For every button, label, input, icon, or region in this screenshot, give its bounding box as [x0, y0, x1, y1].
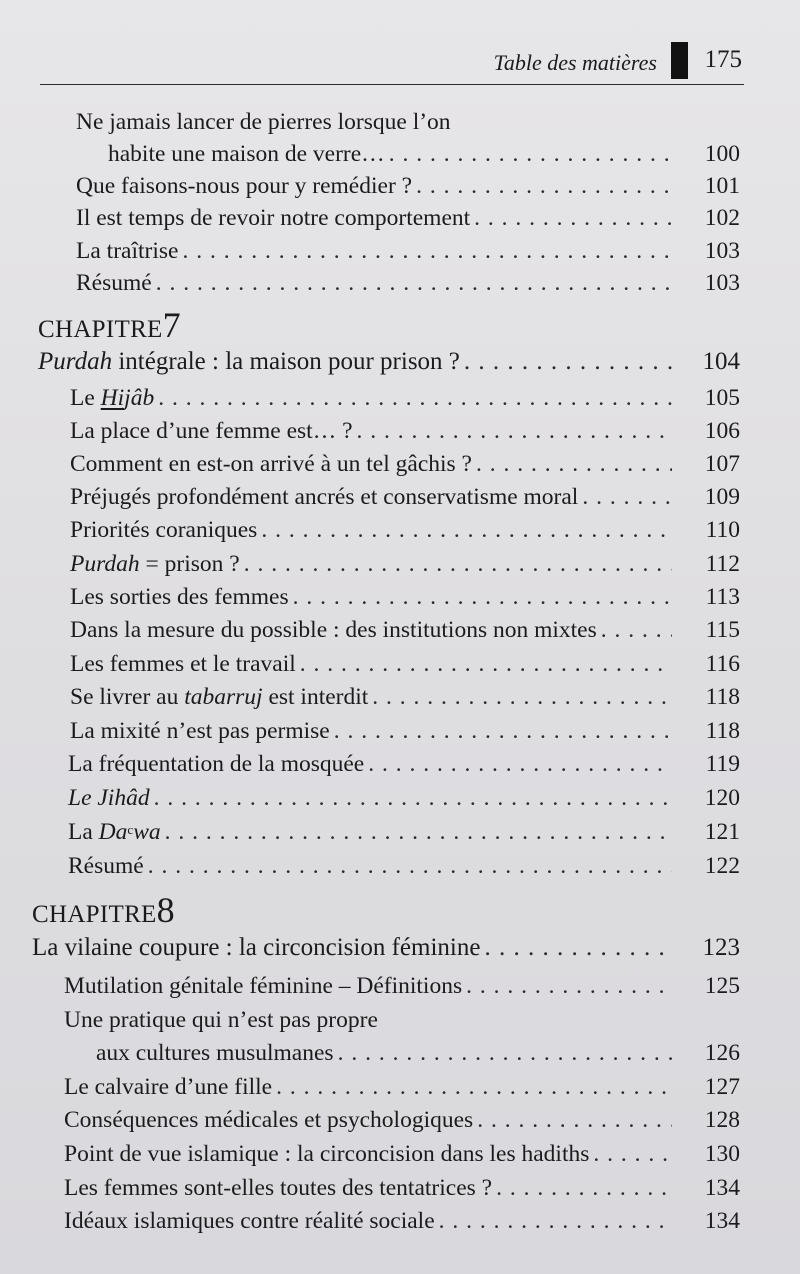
- toc-entry: [64, 1139, 740, 1169]
- toc-page-number: 126: [704, 1040, 740, 1066]
- toc-entry: [64, 1072, 740, 1102]
- toc-entry: [70, 716, 740, 746]
- chapter-title: La vilaine coupure : la circoncision féminine: [32, 934, 481, 961]
- toc-entry-title: La traîtrise: [76, 238, 179, 264]
- toc-entry: [70, 416, 740, 446]
- toc-entry-line1: Ne jamais lancer de pierres lorsque l’on: [76, 109, 451, 135]
- toc-page-number: 116: [705, 651, 740, 677]
- toc-page-number: 134: [704, 1208, 740, 1234]
- toc-entry-title: Les femmes et le travail: [70, 651, 296, 677]
- toc-entry-title: Résumé: [76, 270, 152, 296]
- leader-dots: [601, 615, 672, 645]
- toc-entry-title: La fréquentation de la mosquée: [68, 751, 365, 777]
- leader-dots: [368, 749, 672, 779]
- leader-dots: [593, 1139, 672, 1169]
- toc-entry: [70, 383, 740, 413]
- toc-entry-title: habite une maison de verre…: [108, 141, 385, 167]
- toc-page-number: 115: [705, 617, 740, 643]
- leader-dots: [244, 549, 672, 579]
- toc-entry: [70, 649, 740, 679]
- toc-entry-title: La place d’une femme est… ?: [70, 418, 353, 444]
- toc-entry-title: Conséquences médicales et psychologiques: [64, 1107, 474, 1133]
- chapter-title-entry: [38, 347, 740, 377]
- leader-dots: [476, 449, 672, 479]
- leader-dots: [464, 347, 672, 377]
- toc-entry: [64, 971, 740, 1001]
- toc-entry-title: [70, 383, 154, 413]
- leader-dots: [466, 971, 672, 1001]
- toc-page-number: 110: [705, 517, 740, 543]
- chapter-title: [38, 347, 460, 377]
- leader-dots: [439, 1206, 672, 1236]
- toc-page-number: 102: [704, 205, 740, 231]
- toc-entry: [68, 783, 740, 813]
- toc-entry-title: Les sorties des femmes: [70, 584, 289, 610]
- chapter-number: 8: [156, 890, 175, 930]
- toc-entry-title: Les femmes sont-elles toutes des tentatrices ?: [64, 1175, 493, 1201]
- toc-entry-title: aux cultures musulmanes: [96, 1040, 334, 1066]
- leader-dots: [154, 783, 672, 813]
- header-title: Table des matières: [493, 50, 657, 75]
- toc-entry-title: Préjugés profondément ancrés et conservatisme moral: [70, 484, 579, 510]
- leader-dots: [389, 139, 672, 169]
- dawa-wa: wa: [133, 819, 161, 845]
- leader-dots: [276, 1072, 672, 1102]
- toc-page-number: 120: [704, 785, 740, 811]
- chapter-word: CHAPITRE: [32, 901, 157, 928]
- leader-dots: [156, 268, 672, 298]
- toc-entry: [70, 682, 740, 712]
- toc-page-number: 106: [704, 418, 740, 444]
- toc-page-number: 119: [705, 751, 740, 777]
- toc-entry-title: Le Jihâd: [68, 785, 150, 811]
- toc-entry: [68, 817, 740, 847]
- leader-dots: [182, 236, 672, 266]
- running-header: [40, 40, 742, 82]
- toc-entry: [70, 515, 740, 545]
- tabarruj-pre: Se livrer au: [70, 684, 185, 710]
- leader-dots: [484, 933, 672, 963]
- toc-page-number: 103: [704, 238, 740, 264]
- toc-page-number: 100: [704, 141, 740, 167]
- tabarruj-italic: tabarruj: [184, 684, 263, 710]
- hijab-underlined: Hi: [100, 385, 125, 411]
- toc-page-number: 134: [704, 1175, 740, 1201]
- toc-page-number: 105: [704, 385, 740, 411]
- toc-entry: [68, 749, 740, 779]
- toc-page-number: 118: [705, 718, 740, 744]
- toc-entry: [70, 482, 740, 512]
- toc-entry: [70, 615, 740, 645]
- chapter-word: CHAPITRE: [38, 316, 163, 343]
- chapter-title-rest: intégrale : la maison pour prison ?: [112, 348, 460, 375]
- header-rule: [40, 84, 744, 85]
- purdah-rest: = prison ?: [139, 551, 240, 577]
- toc-page-number: 113: [705, 584, 740, 610]
- toc-entry-title: Résumé: [68, 853, 144, 879]
- leader-dots: [372, 682, 672, 712]
- toc-entry-title: Priorités coraniques: [70, 517, 258, 543]
- leader-dots: [148, 851, 672, 881]
- leader-dots: [300, 649, 672, 679]
- leader-dots: [334, 716, 672, 746]
- leader-dots: [416, 171, 672, 201]
- toc-entry: [76, 268, 740, 298]
- toc-page-number: 112: [705, 551, 740, 577]
- leader-dots: [158, 383, 672, 413]
- toc-entry: [70, 582, 740, 612]
- chapter-heading: [32, 890, 175, 935]
- toc-entry-title: Mutilation génitale féminine – Définitions: [64, 973, 463, 999]
- leader-dots: [474, 203, 672, 233]
- toc-entry-title: Idéaux islamiques contre réalité sociale: [64, 1208, 435, 1234]
- toc-entry-title: Point de vue islamique : la circoncision dans les hadiths: [64, 1141, 590, 1167]
- dawa-da: Da: [98, 819, 128, 845]
- chapter-number: 7: [162, 305, 181, 345]
- chapter-title-italic: Purdah: [38, 348, 113, 375]
- leader-dots: [357, 416, 672, 446]
- hijab-prefix: Le: [70, 385, 101, 411]
- toc-entry-title: Il est temps de revoir notre comportement: [76, 205, 471, 231]
- toc-entry-title: La mixité n’est pas permise: [70, 718, 330, 744]
- toc-entry: [108, 139, 740, 169]
- toc-entry-line1: Une pratique qui n’est pas propre: [64, 1007, 378, 1033]
- toc-page-number: 107: [704, 451, 740, 477]
- toc-page-number: 103: [704, 270, 740, 296]
- toc-page-number: 128: [704, 1107, 740, 1133]
- header-page-number: 175: [704, 46, 742, 73]
- chapter-title-entry: [32, 933, 740, 963]
- toc-page-number: 125: [704, 973, 740, 999]
- toc-entry: [96, 1038, 740, 1068]
- toc-entry-title: Comment en est-on arrivé à un tel gâchis ?: [70, 451, 472, 477]
- toc-entry: [76, 171, 740, 201]
- toc-page-number: 109: [704, 484, 740, 510]
- toc-entry-title: [68, 817, 161, 847]
- dawa-ayn: c: [127, 822, 134, 837]
- toc-page-number: 127: [704, 1074, 740, 1100]
- purdah-italic: Purdah: [70, 551, 140, 577]
- toc-entry: [70, 449, 740, 479]
- leader-dots: [496, 1173, 672, 1203]
- leader-dots: [338, 1038, 672, 1068]
- toc-entry: [64, 1173, 740, 1203]
- hijab-rest: jâb: [124, 385, 155, 411]
- toc-entry: [64, 1105, 740, 1135]
- leader-dots: [165, 817, 672, 847]
- toc-page-number: 104: [702, 348, 740, 375]
- leader-dots: [477, 1105, 672, 1135]
- toc-page-number: 123: [702, 934, 740, 961]
- dawa-pre: La: [68, 819, 99, 845]
- toc-page-number: 101: [704, 173, 740, 199]
- leader-dots: [261, 515, 672, 545]
- toc-entry-title: Que faisons-nous pour y remédier ?: [76, 173, 413, 199]
- toc-entry: [76, 236, 740, 266]
- toc-entry-title: [70, 682, 368, 712]
- leader-dots: [293, 582, 672, 612]
- leader-dots: [582, 482, 672, 512]
- toc-entry: [64, 1206, 740, 1236]
- toc-entry-title: Dans la mesure du possible : des institutions non mixtes: [70, 617, 597, 643]
- toc-entry: [68, 851, 740, 881]
- tabarruj-post: est interdit: [262, 684, 369, 710]
- chapter-heading: [38, 305, 181, 350]
- toc-entry: [70, 549, 740, 579]
- toc-page-number: 122: [704, 853, 740, 879]
- toc-entry: [76, 203, 740, 233]
- toc-entry-title: [70, 549, 240, 579]
- header-bar: [671, 42, 688, 79]
- toc-entry-title: Le calvaire d’une fille: [64, 1074, 273, 1100]
- toc-page-number: 130: [704, 1141, 740, 1167]
- toc-page-number: 121: [704, 819, 740, 845]
- toc-page-number: 118: [705, 684, 740, 710]
